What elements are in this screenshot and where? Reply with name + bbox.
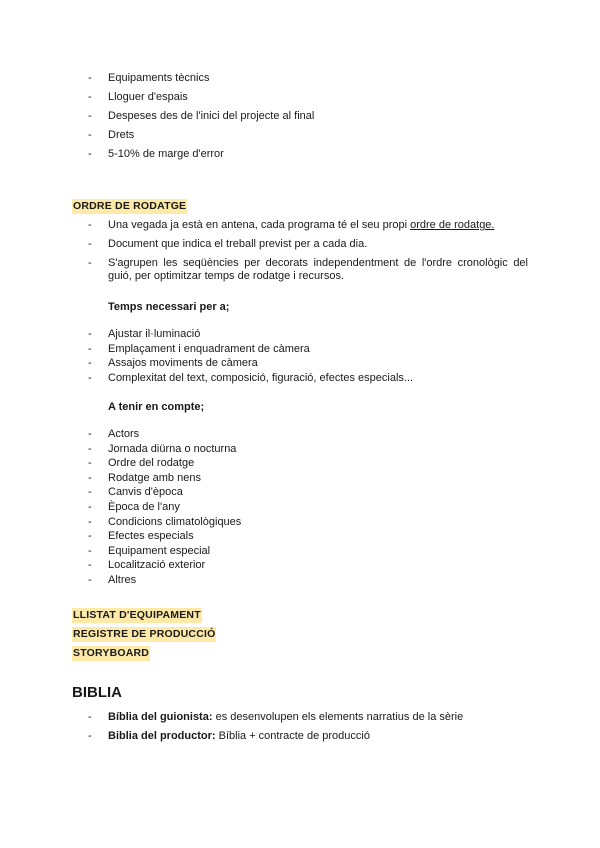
- list-item: - Lloguer d'espais: [88, 91, 528, 104]
- list-item: - 5-10% de marge d'error: [88, 148, 528, 161]
- subheading-temps: Temps necessari per a;: [108, 301, 230, 313]
- list-item: - Ajustar il·luminació: [88, 327, 528, 342]
- list-item: - Altres: [88, 573, 528, 588]
- list-item: - Complexitat del text, composició, figuració, efectes especials...: [88, 371, 528, 386]
- list-item: - Actors: [88, 427, 528, 442]
- heading-storyboard: STORYBOARD: [73, 647, 150, 659]
- list-item: - Condicions climatològiques: [88, 515, 528, 530]
- term-description: Bíblia + contracte de producció: [215, 730, 370, 742]
- list-item: - Època de l'any: [88, 500, 528, 515]
- list-item: - Ordre del rodatge: [88, 456, 528, 471]
- list-item: - S'agrupen les seqüències per decorats independentment de l'ordre cronològic del guió, per optimitzar temps de rodatge i recursos.: [88, 257, 528, 283]
- list-item: - Drets: [88, 129, 528, 142]
- tenir-list: [88, 427, 528, 588]
- list-item: - Jornada diürna o nocturna: [88, 442, 528, 457]
- list-item: [88, 730, 528, 743]
- temps-list: [88, 327, 528, 385]
- ordre-de-rodatge-link: ordre de rodatge.: [410, 219, 495, 231]
- heading-registre-produccio: REGISTRE DE PRODUCCIÓ: [73, 628, 216, 640]
- term-bold: Biblia del productor:: [108, 730, 216, 742]
- list-item: - Despeses des de l'inici del projecte al final: [88, 110, 528, 123]
- biblia-list: [88, 711, 528, 749]
- list-item: - Canvis d'època: [88, 485, 528, 500]
- list-item: [88, 219, 528, 232]
- list-item: - Equipaments tècnics: [88, 72, 528, 85]
- heading-ordre-de-rodatge: ORDRE DE RODATGE: [73, 200, 187, 212]
- list-item-text: Una vegada ja està en antena, cada programa té el seu propi: [108, 219, 411, 231]
- list-item: - Efectes especials: [88, 529, 528, 544]
- term-bold: Bíblia del guionista:: [108, 711, 213, 723]
- list-item: - Equipament especial: [88, 544, 528, 559]
- heading-llistat-equipament: LLISTAT D'EQUIPAMENT: [73, 609, 201, 621]
- list-item: - Localització exterior: [88, 558, 528, 573]
- ordre-list: [88, 219, 528, 289]
- list-item: - Rodatge amb nens: [88, 471, 528, 486]
- heading-biblia: BIBLIA: [72, 684, 122, 701]
- list-item: - Emplaçament i enquadrament de càmera: [88, 342, 528, 357]
- subheading-tenir: A tenir en compte;: [108, 401, 205, 413]
- list-item: - Assajos moviments de càmera: [88, 356, 528, 371]
- term-description: es desenvolupen els elements narratius de la sèrie: [212, 711, 464, 723]
- list-item: - Document que indica el treball previst per a cada dia.: [88, 238, 528, 251]
- list-item: [88, 711, 528, 724]
- costs-list: [88, 72, 528, 167]
